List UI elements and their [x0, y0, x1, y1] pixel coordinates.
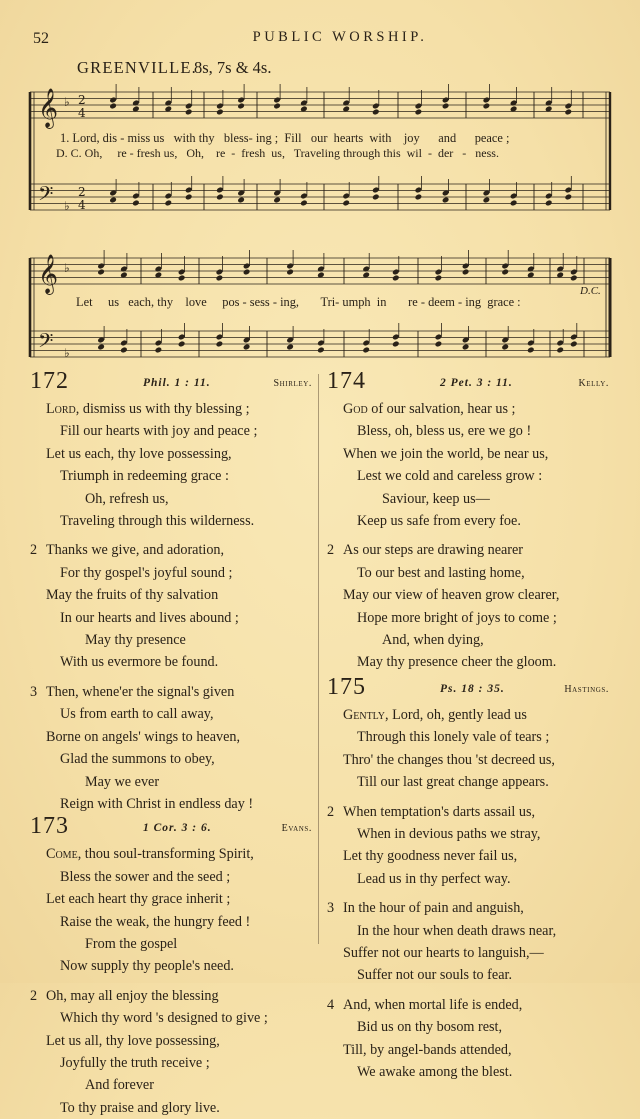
line-text: When we join the world, be near us, — [343, 445, 549, 462]
line-text: Triumph in redeeming grace : — [60, 468, 229, 485]
running-title: PUBLIC WORSHIP. — [252, 29, 428, 45]
verse-line — [30, 562, 318, 584]
line-text: Suffer not our souls to fear. — [357, 967, 512, 984]
stanza — [30, 681, 318, 815]
svg-text:𝄢: 𝄢 — [38, 182, 54, 210]
line-text: May thy presence — [85, 632, 186, 649]
stanza-gap — [327, 532, 615, 539]
verse-line — [327, 942, 615, 964]
verse-line — [327, 584, 615, 606]
lyrics-verse-1: 1. Lord, dis - miss us with thy bless- ing ; Fill our hearts with joy and peace ; — [60, 131, 510, 145]
svg-text:2: 2 — [78, 185, 86, 199]
line-text: And forever — [85, 1077, 154, 1094]
hymn-172 — [30, 368, 318, 815]
line-text: When in devious paths we stray, — [357, 825, 541, 842]
svg-text:4: 4 — [78, 198, 86, 212]
stanza-gap — [327, 987, 615, 994]
line-text: May the fruits of thy salvation — [46, 587, 219, 604]
stanza-gap — [327, 890, 615, 897]
verse-line — [30, 607, 318, 629]
verse-line — [327, 749, 615, 771]
verse-line — [30, 488, 318, 510]
hymn-header — [30, 368, 318, 398]
verse-line — [30, 651, 318, 673]
verse-line — [327, 539, 615, 561]
svg-text:2: 2 — [78, 93, 86, 107]
verse-line — [327, 823, 615, 845]
verse-line — [327, 488, 615, 510]
stanza-gap — [30, 978, 318, 985]
line-text: Keep us safe from every foe. — [357, 513, 521, 530]
verse-line — [30, 465, 318, 487]
line-text: of our salvation, hear us ; — [367, 401, 516, 417]
verse-line — [327, 443, 615, 465]
line-text: Raise the weak, the hungry feed ! — [60, 913, 251, 930]
lyrics-dc: D. C. Oh, re - fresh us, Oh, re - fresh us, Traveling through this wil - der - ness. — [56, 146, 499, 160]
line-text: With us evermore be found. — [60, 654, 219, 671]
verse-line — [30, 771, 318, 793]
line-text: Till our last great change appears. — [357, 774, 549, 791]
tune-name: Shirley. — [273, 378, 312, 389]
verse-line — [327, 771, 615, 793]
line-text: Lead us in thy perfect way. — [357, 870, 511, 887]
tune-name: Kelly. — [578, 378, 609, 389]
verse-line — [30, 1097, 318, 1119]
verse-line — [327, 845, 615, 867]
scripture-reference: 2 Pet. 3 : 11. — [440, 377, 513, 389]
hymn-header — [327, 368, 615, 398]
line-text: Reign with Christ in endless day ! — [60, 795, 254, 812]
line-text: Thro' the changes thou 'st decreed us, — [343, 751, 555, 768]
line-text: And, when mortal life is ended, — [343, 996, 523, 1013]
verse-line — [30, 985, 318, 1007]
verse-line — [30, 911, 318, 933]
verse-line — [30, 866, 318, 888]
first-word: God — [343, 401, 368, 417]
verse-line — [327, 398, 615, 420]
line-text: May we ever — [85, 773, 160, 790]
stanza-gap — [30, 532, 318, 539]
stanza — [327, 704, 615, 794]
verse-line — [327, 1039, 615, 1061]
verse-line — [30, 748, 318, 770]
verse-line — [30, 726, 318, 748]
first-word: Lord — [46, 401, 76, 417]
stanza-gap — [327, 794, 615, 801]
verse-line — [30, 933, 318, 955]
line-text: Bless the sower and the seed ; — [60, 868, 231, 885]
line-text: In the hour of pain and anguish, — [343, 900, 524, 917]
line-text: From the gospel — [85, 935, 178, 952]
verse-line — [327, 510, 615, 532]
scripture-reference: Ps. 18 : 35. — [440, 682, 505, 695]
verse-line — [327, 607, 615, 629]
hymn-175 — [327, 673, 615, 1084]
verse-line — [30, 443, 318, 465]
line-text: Oh, refresh us, — [85, 490, 169, 507]
verse-line — [327, 920, 615, 942]
line-text: Let us all, thy love possessing, — [46, 1032, 220, 1049]
line-text: , dismiss us with thy blessing ; — [75, 401, 250, 417]
page-number: 52 — [33, 30, 49, 47]
line-text: We awake among the blest. — [357, 1063, 513, 1080]
verse-line — [327, 1016, 615, 1038]
verse-line — [30, 510, 318, 532]
svg-text:♭: ♭ — [64, 346, 70, 359]
first-word: Come — [46, 846, 78, 863]
stanza — [30, 539, 318, 673]
scripture-reference: 1 Cor. 3 : 6. — [143, 822, 212, 835]
verse-line — [30, 420, 318, 442]
line-text: Thanks we give, and adoration, — [46, 542, 225, 559]
right-column — [327, 368, 615, 1083]
hymn-number: 172 — [30, 368, 69, 394]
line-text: Through this lonely vale of tears ; — [357, 729, 550, 746]
line-text: Now supply thy people's need. — [60, 958, 234, 975]
hymn-174 — [327, 368, 615, 674]
stanza-number: 2 — [327, 803, 335, 820]
stanza-number: 3 — [327, 900, 335, 917]
column-divider — [318, 374, 319, 944]
left-column — [30, 368, 318, 1119]
hymn-173 — [30, 813, 318, 1119]
lyrics-verse-refrain: Let us each, thy love pos - sess - ing, Tri- umph in re - deem - ing grace : — [76, 295, 521, 309]
stanza — [30, 398, 318, 532]
line-text: Bless, oh, bless us, ere we go ! — [357, 423, 532, 440]
line-text: When temptation's darts assail us, — [343, 803, 536, 820]
stanza — [327, 801, 615, 891]
stanza — [327, 398, 615, 532]
line-text: , thou soul-transforming Spirit, — [77, 846, 254, 863]
line-text: To our best and lasting home, — [357, 564, 525, 581]
line-text: Let thy goodness never fail us, — [343, 848, 518, 865]
svg-text:𝄞: 𝄞 — [38, 254, 59, 294]
line-text: May thy presence cheer the gloom. — [357, 654, 557, 671]
line-text: Borne on angels' wings to heaven, — [46, 728, 241, 745]
stanza-number: 2 — [327, 542, 335, 559]
verse-line — [30, 703, 318, 725]
line-text: May our view of heaven grow clearer, — [343, 587, 560, 604]
line-text: In our hearts and lives abound ; — [60, 609, 239, 626]
verse-line — [30, 681, 318, 703]
line-text: Oh, may all enjoy the blessing — [46, 987, 219, 1004]
svg-text:𝄞: 𝄞 — [38, 88, 59, 128]
verse-line — [327, 420, 615, 442]
verse-line — [30, 843, 318, 865]
stanza — [327, 994, 615, 1084]
hymn-header — [30, 813, 318, 843]
line-text: Let each heart thy grace inherit ; — [46, 891, 231, 908]
verse-line — [30, 888, 318, 910]
scripture-reference: Phil. 1 : 11. — [143, 377, 211, 389]
stanza-gap — [30, 674, 318, 681]
line-text: Glad the summons to obey, — [60, 751, 215, 768]
line-text: For thy gospel's joyful sound ; — [60, 564, 233, 581]
stanza-number: 3 — [30, 683, 38, 700]
verse-line — [30, 398, 318, 420]
verse-line — [327, 562, 615, 584]
svg-text:♭: ♭ — [64, 95, 70, 109]
svg-text:4: 4 — [78, 106, 86, 120]
tune-name: GREENVILLE. — [77, 58, 197, 77]
verse-line — [30, 793, 318, 815]
verse-line — [30, 539, 318, 561]
verse-line — [327, 465, 615, 487]
stanza-number: 2 — [30, 542, 38, 559]
line-text: In the hour when death draws near, — [357, 922, 557, 939]
line-text: Which thy word 's designed to give ; — [60, 1010, 268, 1027]
verse-line — [30, 1074, 318, 1096]
stanza — [30, 985, 318, 1119]
svg-text:♭: ♭ — [64, 199, 70, 213]
line-text: Hope more bright of joys to come ; — [357, 609, 557, 626]
stanza-number: 4 — [327, 996, 335, 1013]
verse-line — [30, 1052, 318, 1074]
verse-line — [30, 1030, 318, 1052]
line-text: Then, whene'er the signal's given — [46, 683, 235, 700]
svg-text:𝄢: 𝄢 — [38, 329, 54, 357]
verse-line — [327, 1061, 615, 1083]
first-word: Gently — [343, 706, 386, 723]
hymn-number: 173 — [30, 813, 69, 840]
line-text: And, when dying, — [382, 632, 484, 649]
verse-line — [327, 897, 615, 919]
line-text: Bid us on thy bosom rest, — [357, 1019, 503, 1036]
verse-line — [327, 651, 615, 673]
stanza — [327, 897, 615, 987]
line-text: As our steps are drawing nearer — [343, 542, 524, 559]
verse-line — [327, 868, 615, 890]
hymn-number: 175 — [327, 673, 366, 700]
tune-meter: 8s, 7s & 4s. — [194, 58, 272, 77]
da-capo-mark: D.C. — [580, 285, 601, 297]
line-text: Suffer not our hearts to languish,— — [343, 944, 544, 961]
hymn-number: 174 — [327, 368, 366, 394]
line-text: Traveling through this wilderness. — [60, 513, 255, 530]
verse-line — [30, 955, 318, 977]
verse-line — [30, 1007, 318, 1029]
line-text: Joyfully the truth receive ; — [60, 1054, 210, 1071]
stanza-number: 2 — [30, 987, 38, 1004]
verse-line — [327, 726, 615, 748]
line-text: Lest we cold and careless grow : — [357, 468, 543, 485]
verse-line — [327, 994, 615, 1016]
stanza — [30, 843, 318, 977]
verse-line — [30, 629, 318, 651]
verse-line — [30, 584, 318, 606]
verse-line — [327, 629, 615, 651]
line-text: Saviour, keep us— — [382, 490, 490, 507]
svg-text:♭: ♭ — [64, 261, 70, 275]
line-text: Us from earth to call away, — [60, 706, 214, 723]
line-text: Fill our hearts with joy and peace ; — [60, 423, 258, 440]
music-system-1 — [26, 84, 612, 219]
line-text: Let us each, thy love possessing, — [46, 445, 232, 462]
tune-name: Evans. — [281, 823, 312, 835]
verse-line — [327, 801, 615, 823]
stanza — [327, 539, 615, 673]
verse-line — [327, 964, 615, 986]
tune-name: Hastings. — [564, 683, 609, 695]
line-text: Till, by angel-bands attended, — [343, 1041, 512, 1058]
music-system-2 — [26, 247, 612, 359]
hymn-header — [327, 673, 615, 704]
line-text: , Lord, oh, gently lead us — [385, 706, 527, 723]
verse-line — [327, 704, 615, 726]
line-text: To thy praise and glory live. — [60, 1099, 220, 1116]
